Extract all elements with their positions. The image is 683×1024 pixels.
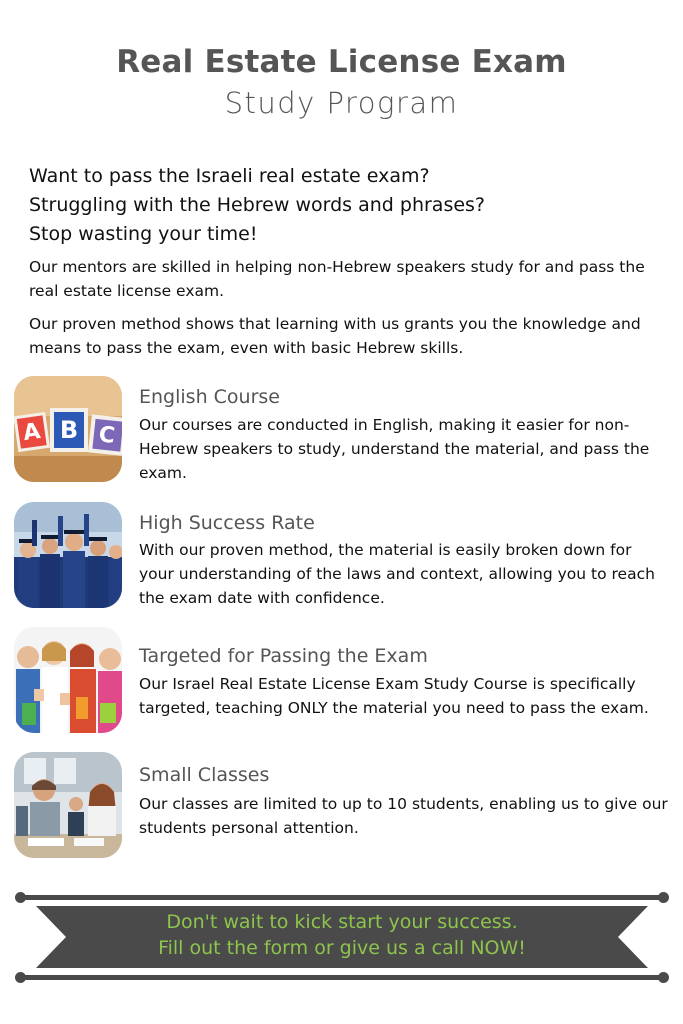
feature-desc-high-success-rate: With our proven method, the material is easily broken down for your understanding of the laws and context, allowing you to reach the exam date with confidence. [139,541,655,607]
cta-top-rule [20,895,666,900]
feature-desc-targeted: Our Israel Real Estate License Exam Study Course is specifically targeted, teaching ONLY the material you need to pass the exam. [139,675,649,717]
svg-text:C: C [97,422,117,449]
cta-line-2: Fill out the form or give us a call NOW! [158,937,526,959]
intro-question-3: Stop wasting your time! [29,223,258,245]
cta-bottom-left-dot [15,972,26,983]
svg-text:A: A [21,418,42,447]
cta-top-left-dot [15,892,26,903]
cta-bottom-rule [20,975,666,980]
page-title: Real Estate License Exam [116,44,567,80]
svg-text:B: B [59,416,79,444]
feature-title-small-classes: Small Classes [139,764,270,786]
cta-line-1: Don't wait to kick start your success. [166,911,518,933]
cta-bottom-right-dot [658,972,669,983]
feature-title-high-success-rate: High Success Rate [139,512,315,534]
feature-title-targeted: Targeted for Passing the Exam [139,645,428,667]
cta-top-right-dot [658,892,669,903]
intro-paragraph-method: Our proven method shows that learning with us grants you the knowledge and means to pass the exam, even with basic Hebrew skills. [29,315,641,357]
intro-question-1: Want to pass the Israeli real estate exam? [29,165,430,187]
feature-title-english-course: English Course [139,386,280,408]
graduates-image [14,502,122,608]
feature-desc-small-classes: Our classes are limited to up to 10 students, enabling us to give our students personal attention. [139,795,668,837]
intro-paragraph-mentors: Our mentors are skilled in helping non-Hebrew speakers study for and pass the real estate license exam. [29,258,645,300]
intro-question-2: Struggling with the Hebrew words and phrases? [29,194,486,216]
thumbs-up-students-image [14,627,122,733]
classroom-image [14,752,122,858]
abc-blocks-image [14,376,122,482]
feature-desc-english-course: Our courses are conducted in English, making it easier for non-Hebrew speakers to study, understand the material, and pass the exam. [139,416,650,482]
page-subtitle: Study Program [224,86,459,120]
